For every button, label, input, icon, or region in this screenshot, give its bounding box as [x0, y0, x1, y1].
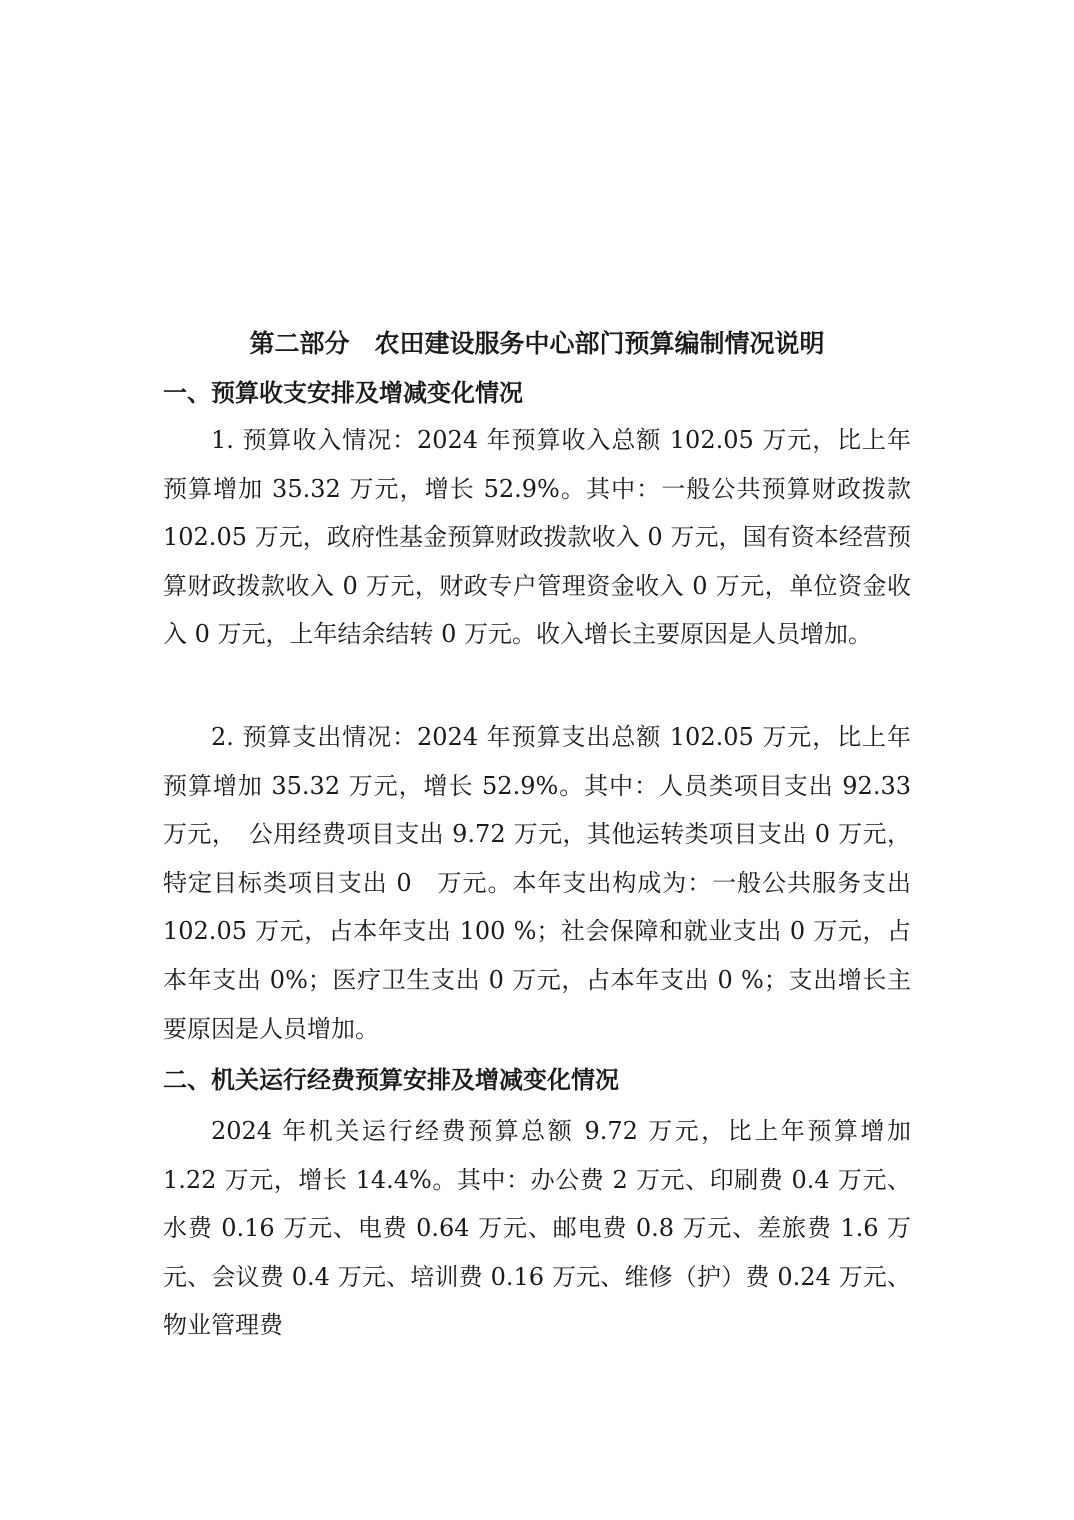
paragraph-budget-income: 1. 预算收入情况：2024 年预算收入总额 102.05 万元，比上年预算增加 35.32 万元，增长 52.9%。其中：一般公共预算财政拨款 102.05 万元，政府性基金预算财政拨款收入 0 万元，国有资本经营预算财政拨款收入 0 万元，财政专户管理资金收入 0 万元，单位资金收入 0 万元，上年结余结转 0 万元。收入增长主要原因是人员增加。 — [163, 426, 911, 649]
section-heading-budget-income-expenditure: 一、预算收支安排及增减变化情况 — [163, 378, 523, 407]
section-heading-operating-funds: 二、机关运行经费预算安排及增减变化情况 — [163, 1065, 619, 1094]
document-title: 第二部分 农田建设服务中心部门预算编制情况说明 — [249, 329, 825, 358]
paragraph-budget-expenditure: 2. 预算支出情况：2024 年预算支出总额 102.05 万元，比上年预算增加 35.32 万元，增长 52.9%。其中：人员类项目支出 92.33 万元， 公用经费项目支出 9.72 万元，其他运转类项目支出 0 万元，特定目标类项目支出 0 万元。本年支出构成为：一般公共服务支出 102.05 万元，占本年支出 100 %；社会保障和就业支出 0 万元，占本年支出 0%；医疗卫生支出 0 万元，占本年支出 0 %；支出增长主要原因是人员增加。 — [163, 723, 911, 1043]
paragraph-operating-funds: 2024 年机关运行经费预算总额 9.72 万元，比上年预算增加 1.22 万元，增长 14.4%。其中：办公费 2 万元、印刷费 0.4 万元、水费 0.16 万元、电费 0.64 万元、邮电费 0.8 万元、差旅费 1.6 万元、会议费 0.4 万元、培训费 0.16 万元、维修（护）费 0.24 万元、物业管理费 — [163, 1117, 911, 1340]
